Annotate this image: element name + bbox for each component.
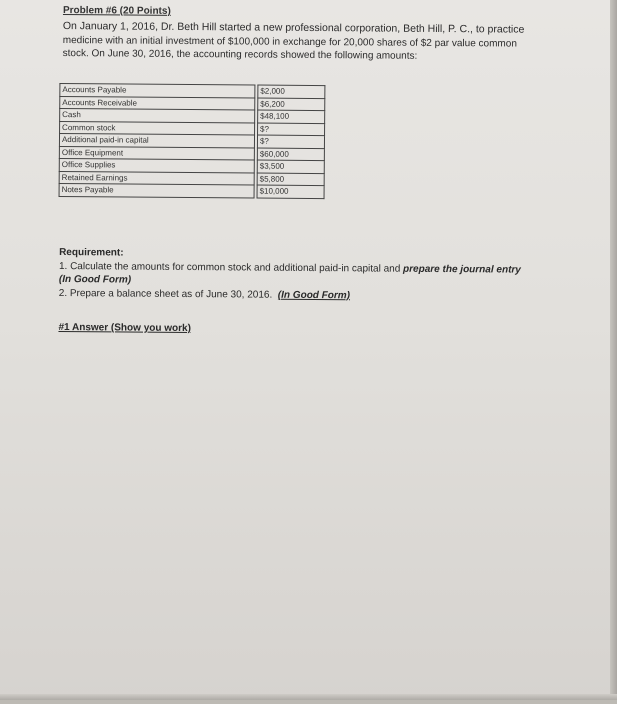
account-name: Cash	[60, 109, 255, 123]
account-amount: $10,000	[257, 185, 324, 198]
account-name: Common stock	[60, 121, 255, 135]
account-amount: $48,100	[258, 110, 325, 123]
account-amount: $?	[257, 135, 324, 148]
account-name: Additional paid-in capital	[59, 134, 254, 148]
intro-line-2: medicine with an initial investment of $100,000 in exchange for 20,000 shares of $2 par value common	[63, 34, 563, 51]
requirement-item-2	[59, 286, 589, 304]
intro-line-3: stock. On June 30, 2016, the accounting records showed the following amounts:	[63, 47, 563, 64]
answer-heading: #1 Answer (Show you work)	[58, 322, 191, 334]
account-amount: $6,200	[258, 98, 325, 111]
requirements	[59, 246, 589, 304]
account-name: Accounts Payable	[60, 84, 255, 98]
requirement-heading: Requirement:	[59, 246, 589, 264]
account-name: Office Supplies	[59, 158, 254, 172]
requirement-1-text: 1. Calculate the amounts for common stock and additional paid-in capital and	[59, 261, 403, 275]
account-amount: $5,800	[257, 173, 324, 186]
requirement-1-form: (In Good Form)	[59, 273, 589, 291]
account-name: Office Equipment	[59, 146, 254, 160]
problem-intro	[63, 20, 563, 64]
account-amount: $3,500	[257, 160, 324, 173]
requirement-2-text: 2. Prepare a balance sheet as of June 30, 2016.	[59, 287, 273, 300]
account-name: Retained Earnings	[59, 171, 254, 185]
account-amount: $?	[258, 123, 325, 136]
problem-title: Problem #6 (20 Points)	[63, 5, 171, 17]
requirement-1-emphasis: prepare the journal entry	[403, 263, 521, 275]
account-amount: $60,000	[257, 148, 324, 161]
intro-line-1: On January 1, 2016, Dr. Beth Hill started a new professional corporation, Beth Hill, P. C., to practice	[63, 20, 563, 37]
account-amount: $2,000	[258, 85, 325, 98]
account-name: Notes Payable	[59, 183, 254, 197]
accounts-table	[59, 83, 326, 199]
table-row	[59, 183, 324, 198]
account-name: Accounts Receivable	[60, 96, 255, 110]
requirement-2-form: (In Good Form)	[278, 289, 350, 301]
